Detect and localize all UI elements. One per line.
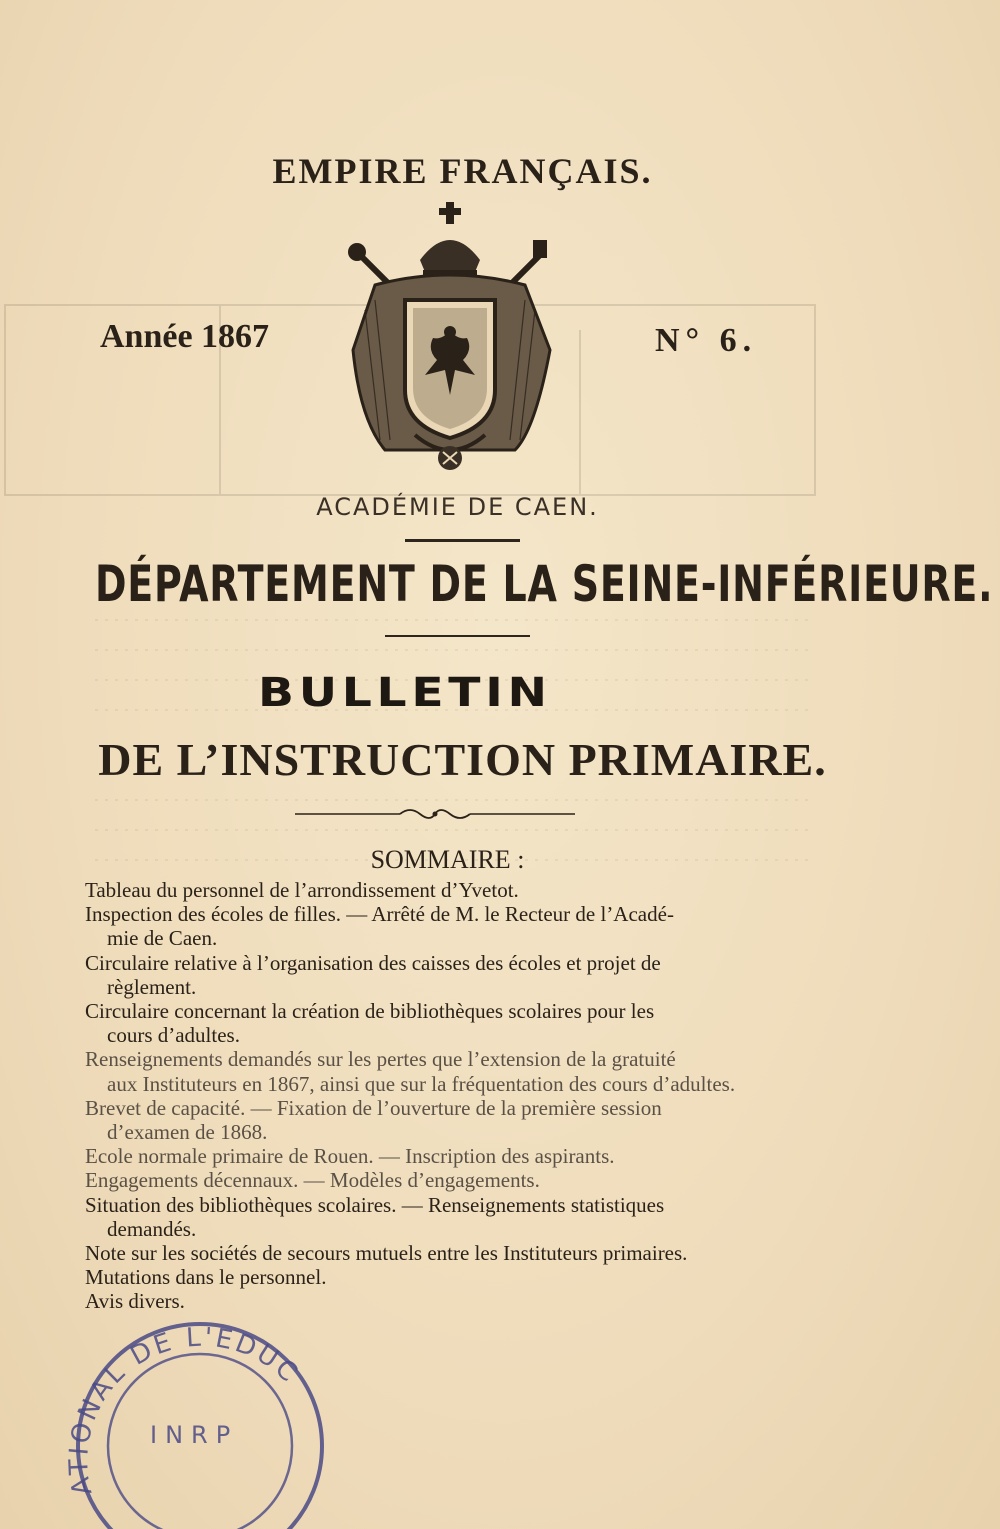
- list-item: Situation des bibliothèques scolaires. — Renseignements statistiques demandés.: [85, 1192, 665, 1241]
- ornament-divider-icon: [295, 806, 575, 822]
- summary-heading: SOMMAIRE :: [370, 845, 525, 874]
- svg-text:ATIONAL DE L'EDUC: [64, 1323, 305, 1498]
- issue-number: N° 6.: [655, 322, 758, 359]
- department-heading: DÉPARTEMENT DE LA SEINE-INFÉRIEURE.: [95, 555, 994, 613]
- list-item: Circulaire relative à l’organisation des caisses des écoles et projet de règlement.: [85, 950, 661, 999]
- list-item: Engagements décennaux. — Modèles d’engagements.: [85, 1168, 540, 1193]
- divider-rule: [385, 635, 530, 637]
- academie-label: ACADÉMIE DE CAEN.: [316, 493, 599, 521]
- bulletin-subtitle: DE L’INSTRUCTION PRIMAIRE.: [98, 734, 827, 785]
- list-item: Avis divers.: [85, 1289, 185, 1314]
- list-item: Brevet de capacité. — Fixation de l’ouverture de la première session d’examen de 1868.: [85, 1095, 662, 1145]
- list-item: Inspection des écoles de filles. — Arrêté de M. le Recteur de l’Acadé- mie de Caen.: [85, 902, 674, 951]
- list-item: Ecole normale primaire de Rouen. — Inscription des aspirants.: [85, 1144, 615, 1169]
- empire-heading: EMPIRE FRANÇAIS.: [272, 151, 653, 191]
- stamp-center-text: INRP: [150, 1421, 239, 1449]
- imperial-coat-of-arms-icon: [335, 200, 565, 480]
- bulletin-title: BULLETIN: [258, 670, 552, 716]
- list-item: Mutations dans le personnel.: [85, 1265, 327, 1290]
- summary-list: [85, 878, 807, 1314]
- list-item: Tableau du personnel de l’arrondissement d’Yvetot.: [85, 878, 519, 902]
- divider-rule: [405, 539, 520, 542]
- list-item: Renseignements demandés sur les pertes que l’extension de la gratuité aux Instituteurs en 1867, ainsi que sur la fréquentation des cours d’adultes.: [85, 1047, 736, 1096]
- list-item: Note sur les sociétés de secours mutuels entre les Instituteurs primaires.: [85, 1241, 688, 1266]
- year-label: Année 1867: [100, 318, 270, 355]
- stamp-ring-text: ATIONAL DE L'EDUC: [64, 1322, 305, 1498]
- library-stamp-icon: [62, 1318, 332, 1529]
- list-item: Circulaire concernant la création de bibliothèques scolaires pour les cours d’adultes.: [85, 999, 655, 1048]
